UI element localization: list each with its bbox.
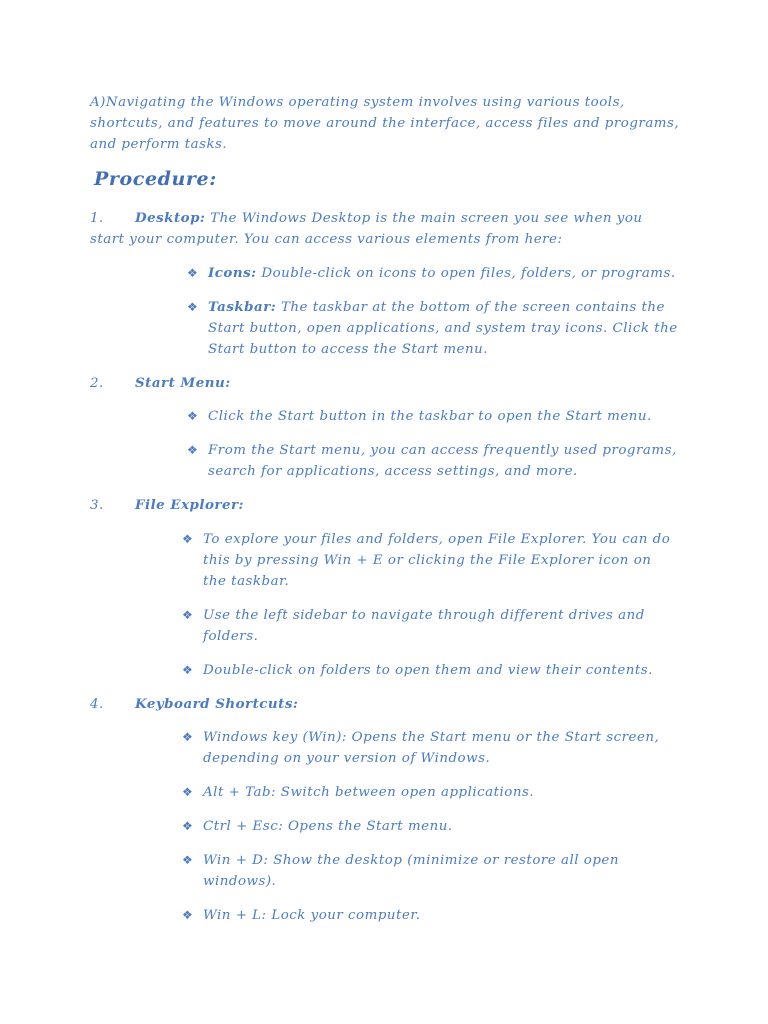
diamond-bullet-icon: ❖ (187, 300, 199, 314)
step-number: 1. (90, 211, 104, 226)
list-item (182, 660, 673, 681)
diamond-bullet-icon: ❖ (182, 608, 194, 622)
list-item (182, 727, 673, 769)
bullet-text: Win + L: Lock your computer. (203, 908, 421, 923)
diamond-bullet-icon: ❖ (182, 663, 194, 677)
step-number: 2. (90, 376, 104, 391)
bullet-text: Ctrl + Esc: Opens the Start menu. (203, 819, 453, 834)
bullet-text: Alt + Tab: Switch between open applications. (203, 785, 535, 800)
bullet-text: Double-click on folders to open them and view their contents. (203, 663, 653, 678)
diamond-bullet-icon: ❖ (187, 266, 199, 280)
step-title: Start Menu: (135, 375, 231, 391)
diamond-bullet-icon: ❖ (187, 443, 199, 457)
list-item (182, 816, 673, 837)
bullet-text: Win + D: Show the desktop (minimize or restore all open windows). (203, 853, 619, 889)
bullet-text: Windows key (Win): Opens the Start menu or the Start screen, depending on your version of Windows. (203, 730, 660, 766)
list-item (182, 905, 673, 926)
procedure-heading: Procedure: (94, 168, 217, 190)
list-item-icons (187, 263, 678, 284)
step-number: 4. (90, 697, 104, 712)
list-item (182, 782, 673, 803)
bullet-text: The taskbar at the bottom of the screen contains the Start button, open applications, and system tray icons. Click the Start button to access the Start menu. (208, 300, 678, 357)
list-item (182, 529, 673, 592)
bullet-text: Click the Start button in the taskbar to open the Start menu. (208, 409, 652, 424)
bullet-text: To explore your files and folders, open File Explorer. You can do this by pressing Win + E or clicking the File Explorer icon on the taskbar. (203, 532, 671, 589)
list-item-taskbar (187, 297, 678, 360)
diamond-bullet-icon: ❖ (182, 785, 194, 799)
intro-paragraph: A)Navigating the Windows operating system involves using various tools, shortcuts, and features to move around the interface, access files and programs, and perform tasks. (90, 95, 680, 152)
diamond-bullet-icon: ❖ (182, 908, 194, 922)
bullet-text: Use the left sidebar to navigate through different drives and folders. (203, 608, 645, 644)
step-title: Keyboard Shortcuts: (135, 696, 299, 712)
diamond-bullet-icon: ❖ (182, 819, 194, 833)
list-item (187, 406, 678, 427)
bullet-text: Double-click on icons to open files, folders, or programs. (256, 266, 676, 281)
diamond-bullet-icon: ❖ (187, 409, 199, 423)
step-desktop (90, 208, 680, 250)
diamond-bullet-icon: ❖ (182, 730, 194, 744)
step-keyboard-shortcuts (90, 694, 680, 715)
step-file-explorer (90, 495, 680, 516)
step-title: File Explorer: (135, 497, 245, 513)
list-item (187, 440, 678, 482)
step-number: 3. (90, 498, 104, 513)
diamond-bullet-icon: ❖ (182, 853, 194, 867)
diamond-bullet-icon: ❖ (182, 532, 194, 546)
list-item (182, 850, 673, 892)
list-item (182, 605, 673, 647)
step-text: The Windows Desktop is the main screen you see when you start your computer. You can access various elements from here: (90, 211, 643, 247)
bullet-text: From the Start menu, you can access frequently used programs, search for applications, access settings, and more. (208, 443, 677, 479)
step-title: Desktop: (135, 210, 206, 226)
bullet-label: Taskbar: (208, 299, 277, 315)
step-start-menu (90, 373, 680, 394)
bullet-label: Icons: (208, 265, 257, 281)
